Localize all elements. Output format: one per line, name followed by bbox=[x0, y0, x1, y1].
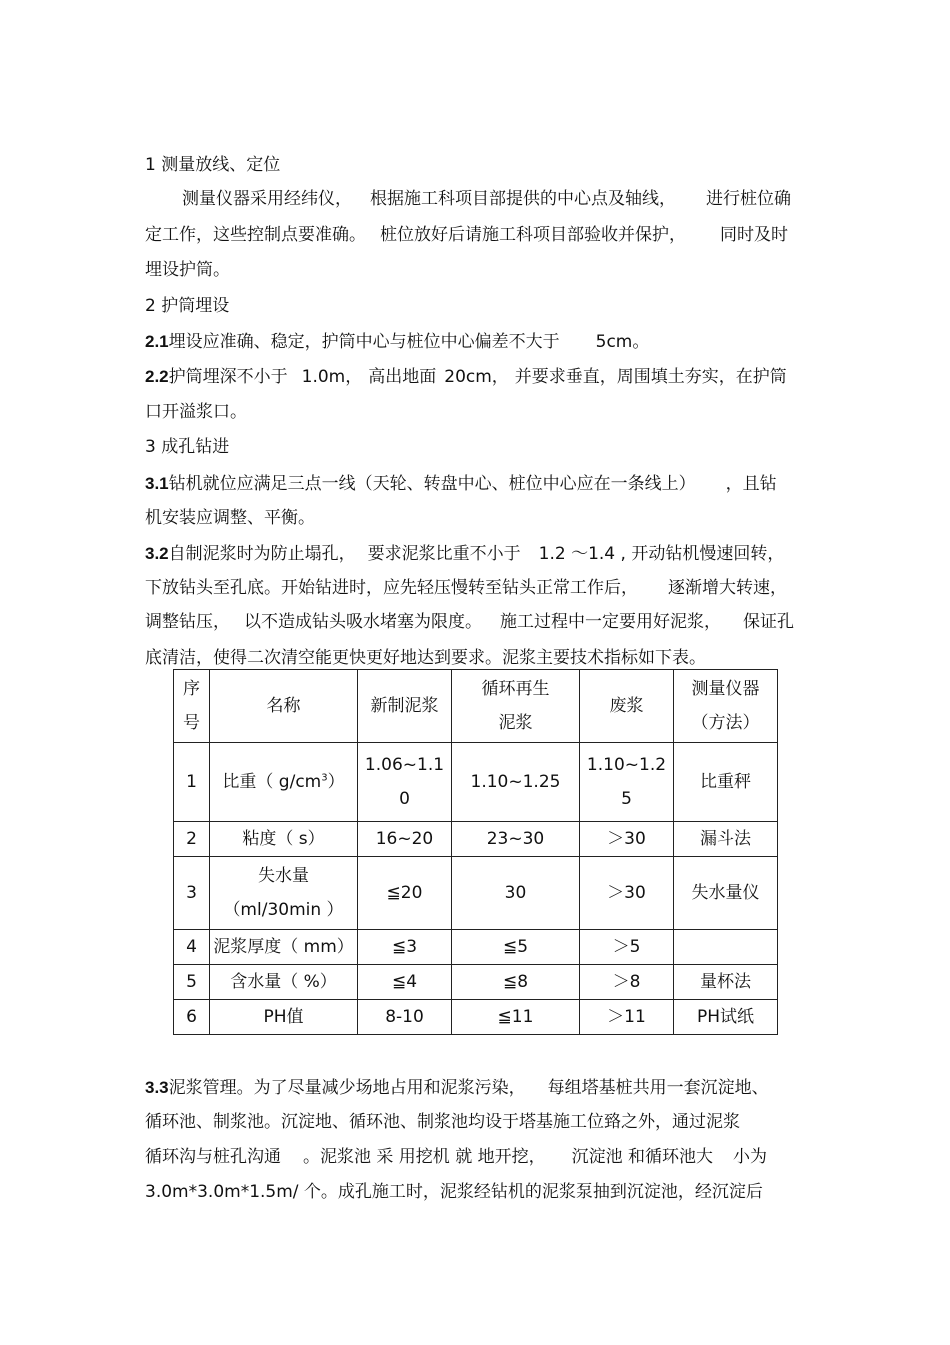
text-span: 循环沟与桩孔沟通 bbox=[145, 1147, 281, 1167]
paragraph-line: 埋设护筒。 bbox=[145, 260, 230, 280]
cell-recycled-mud: 30 bbox=[452, 857, 580, 930]
cell-no: 1 bbox=[174, 743, 210, 822]
cell-no: 5 bbox=[174, 965, 210, 1000]
cell-waste-mud: 1.10~1.2 5 bbox=[580, 743, 674, 822]
clause-2-2 bbox=[145, 366, 810, 388]
paragraph-line: 底清洁，使得二次清空能更快更好地达到要求。泥浆主要技术指标如下表。 bbox=[145, 648, 706, 668]
cell-new-mud: 1.06~1.1 0 bbox=[358, 743, 452, 822]
cell-waste-mud: ＞30 bbox=[580, 857, 674, 930]
text-span: 埋设应准确、稳定，护筒中心与桩位中心偏差不大于 bbox=[168, 332, 560, 352]
paragraph-line bbox=[145, 577, 810, 599]
clause-3-1 bbox=[145, 473, 810, 495]
text-span: 自制泥浆时为防止塌孔， bbox=[168, 544, 356, 564]
cell-instrument: PH试纸 bbox=[674, 1000, 778, 1035]
text-span: 沉淀池 和循环池大 bbox=[571, 1147, 714, 1167]
cell-waste-mud: ＞8 bbox=[580, 965, 674, 1000]
cell-name: 失水量 （ml/30min ） bbox=[210, 857, 358, 930]
cell-no: 3 bbox=[174, 857, 210, 930]
paragraph-line bbox=[145, 224, 810, 246]
paragraph-line: 3.0m*3.0m*1.5m/ 个。成孔施工时，泥浆经钻机的泥浆泵抽到沉淀池，经沉淀后 bbox=[145, 1182, 763, 1202]
text-span: 高出地面 bbox=[368, 367, 437, 387]
table-header-row bbox=[174, 670, 778, 743]
cell-new-mud: ≦20 bbox=[358, 857, 452, 930]
text-span: 。泥浆池 采 用挖机 就 地开挖， bbox=[303, 1147, 546, 1167]
cell-name: PH值 bbox=[210, 1000, 358, 1035]
clause-number: 2.2 bbox=[145, 367, 169, 386]
cell-recycled-mud: 1.10~1.25 bbox=[452, 743, 580, 822]
header-cell-recycled-mud: 循环再生 泥浆 bbox=[452, 670, 580, 743]
cell-name: 比重（ $g/cm^3$） bbox=[210, 743, 358, 822]
cell-new-mud: ≦4 bbox=[358, 965, 452, 1000]
text-span: 小为 bbox=[733, 1147, 768, 1167]
text-span: 钻机就位应满足三点一线（天轮、转盘中心、桩位中心应在一条线上） bbox=[168, 474, 696, 494]
text-span: ，且钻 bbox=[725, 474, 777, 494]
header-cell-instrument: 测量仪器 （方法） bbox=[674, 670, 778, 743]
header-cell-waste-mud: 废浆 bbox=[580, 670, 674, 743]
section-1-heading: 1 测量放线、定位 bbox=[145, 155, 281, 175]
text-span: 桩位放好后请施工科项目部验收并保护， bbox=[380, 225, 686, 245]
text-span: 以不造成钻头吸水堵塞为限度。 bbox=[244, 612, 482, 632]
clause-number: 2.1 bbox=[145, 332, 169, 351]
cell-recycled-mud: ≦11 bbox=[452, 1000, 580, 1035]
header-cell-no: 序 号 bbox=[174, 670, 210, 743]
text-span: 测量仪器采用经纬仪， bbox=[182, 189, 352, 209]
table-row bbox=[174, 857, 778, 930]
text-span: 下放钻头至孔底。开始钻进时，应先轻压慢转至钻头正常工作后， bbox=[145, 578, 638, 598]
clause-3-2 bbox=[145, 543, 810, 565]
table-row bbox=[174, 822, 778, 857]
text-span: 根据施工科项目部提供的中心点及轴线， bbox=[370, 189, 676, 209]
cell-new-mud: 16~20 bbox=[358, 822, 452, 857]
text-span: 定工作，这些控制点要准确。 bbox=[145, 225, 366, 245]
text-span: 20cm， bbox=[444, 367, 509, 387]
paragraph-line: 循环池、制浆池。沉淀地、循环池、制浆池均设于塔基施工位臵之外，通过泥浆 bbox=[145, 1112, 740, 1132]
cell-new-mud: ≦3 bbox=[358, 930, 452, 965]
table-row bbox=[174, 743, 778, 822]
cell-instrument: 漏斗法 bbox=[674, 822, 778, 857]
cell-waste-mud: ＞11 bbox=[580, 1000, 674, 1035]
cell-instrument: 量杯法 bbox=[674, 965, 778, 1000]
cell-name: 含水量（ %） bbox=[210, 965, 358, 1000]
cell-recycled-mud: ≦5 bbox=[452, 930, 580, 965]
text-span: 护筒埋深不小于 bbox=[168, 367, 288, 387]
cell-new-mud: 8-10 bbox=[358, 1000, 452, 1035]
text-span: 并要求垂直，周围填土夯实，在护筒 bbox=[514, 367, 787, 387]
text-span: 施工过程中一定要用好泥浆， bbox=[500, 612, 721, 632]
clause-2-1 bbox=[145, 331, 810, 353]
text-span: 每组塔基桩共用一套沉淀地、 bbox=[547, 1078, 769, 1098]
text-span: 保证孔 bbox=[743, 612, 794, 632]
cell-instrument bbox=[674, 930, 778, 965]
text-span: 进行桩位确 bbox=[706, 189, 791, 209]
cell-instrument: 失水量仪 bbox=[674, 857, 778, 930]
header-cell-name: 名称 bbox=[210, 670, 358, 743]
text-span: 调整钻压， bbox=[145, 612, 230, 632]
mud-spec-table bbox=[173, 669, 778, 1035]
cell-name: 泥浆厚度（ mm） bbox=[210, 930, 358, 965]
cell-waste-mud: ＞5 bbox=[580, 930, 674, 965]
cell-instrument: 比重秤 bbox=[674, 743, 778, 822]
header-cell-new-mud: 新制泥浆 bbox=[358, 670, 452, 743]
cell-no: 4 bbox=[174, 930, 210, 965]
cell-recycled-mud: ≦8 bbox=[452, 965, 580, 1000]
text-span: 1.0m， bbox=[301, 367, 363, 387]
text-span: 同时及时 bbox=[720, 225, 788, 245]
clause-number: 3.1 bbox=[145, 474, 169, 493]
paragraph-line bbox=[145, 611, 810, 633]
text-span: 要求泥浆比重不小于 bbox=[367, 544, 521, 564]
section-2-heading: 2 护筒埋设 bbox=[145, 296, 230, 316]
clause-number: 3.2 bbox=[145, 544, 169, 563]
table-row bbox=[174, 965, 778, 1000]
paragraph-line: 机安装应调整、平衡。 bbox=[145, 508, 315, 528]
clause-number: 3.3 bbox=[145, 1078, 169, 1097]
text-span: 1.2 ～1.4 , 开动钻机慢速回转， bbox=[538, 544, 785, 564]
table-row bbox=[174, 930, 778, 965]
cell-recycled-mud: 23~30 bbox=[452, 822, 580, 857]
paragraph-line: 口开溢浆口。 bbox=[145, 402, 247, 422]
cell-no: 6 bbox=[174, 1000, 210, 1035]
paragraph-line bbox=[145, 1146, 810, 1168]
cell-name: 粘度（ s） bbox=[210, 822, 358, 857]
clause-3-3 bbox=[145, 1077, 810, 1099]
text-span: 泥浆管理。为了尽量减少场地占用和泥浆污染， bbox=[168, 1078, 526, 1098]
section-3-heading: 3 成孔钻进 bbox=[145, 437, 230, 457]
cell-no: 2 bbox=[174, 822, 210, 857]
paragraph-line bbox=[182, 188, 847, 210]
text-span: 逐渐增大转速， bbox=[668, 578, 787, 598]
table-row bbox=[174, 1000, 778, 1035]
cell-waste-mud: ＞30 bbox=[580, 822, 674, 857]
text-span: 5cm。 bbox=[595, 332, 650, 352]
